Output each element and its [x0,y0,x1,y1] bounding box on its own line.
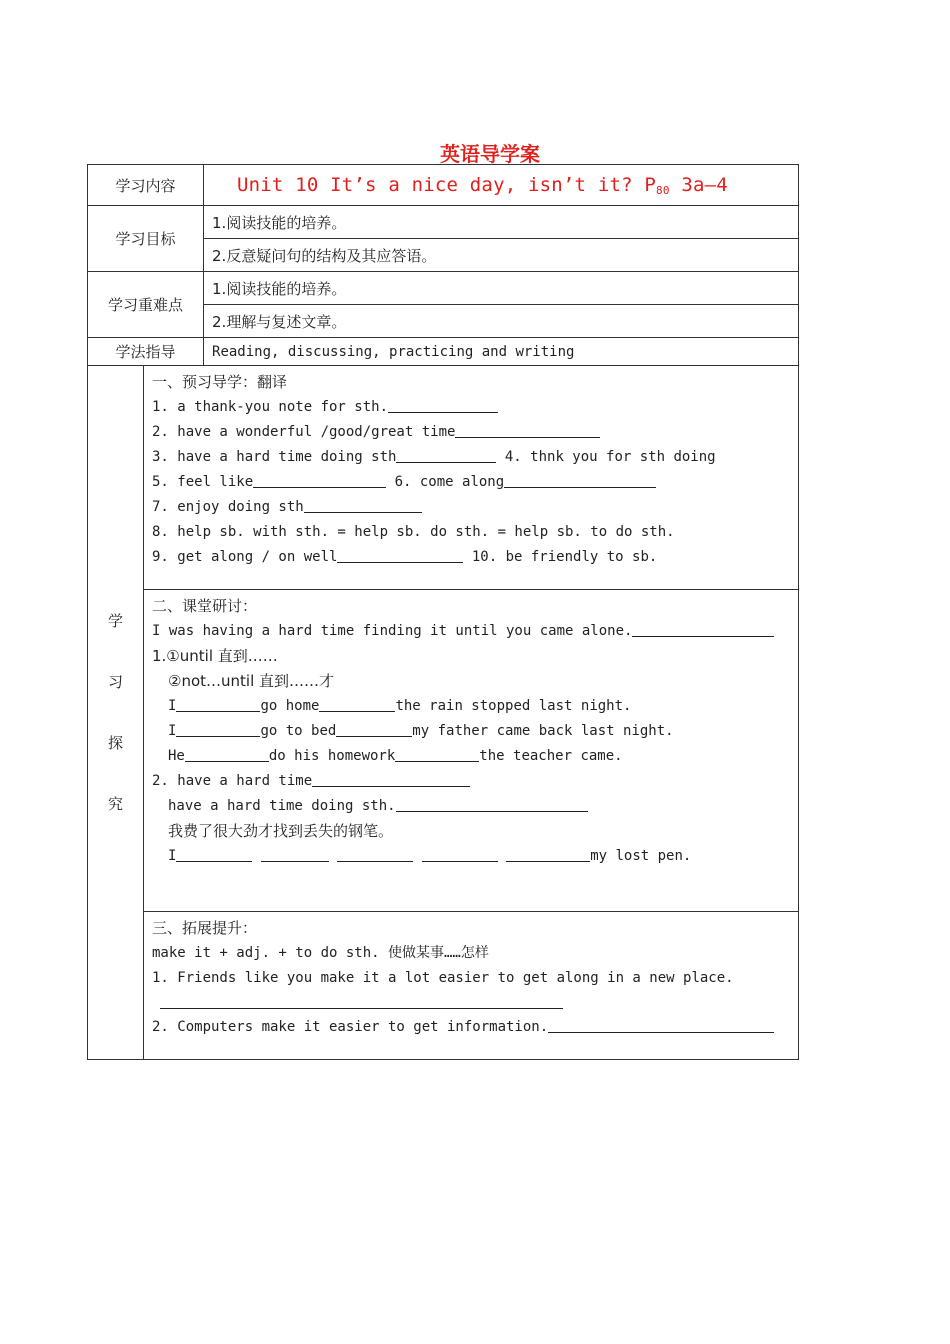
answer-blank[interactable] [396,796,588,812]
answer-blank[interactable] [455,422,600,438]
unit-page-sub: 80 [656,183,670,197]
answer-blank[interactable] [160,993,563,1009]
row-method [88,338,799,366]
vertical-char: 究 [107,794,123,813]
exercise-line: 7. enjoy doing sth [152,495,798,520]
exercise-line [152,991,798,1015]
exercise-line: 1. Friends like you make it a lot easier to get along in a new place. [152,970,734,986]
section-heading: 一、预习导学：翻译 [152,373,288,391]
key-2: 2.理解与复述文章。 [204,305,799,338]
exercise-line: 1. a thank-you note for sth. [152,395,798,420]
answer-blank[interactable] [176,721,260,737]
study-guide-table [87,164,799,1060]
vertical-label [88,366,144,1060]
answer-blank[interactable] [312,771,470,787]
answer-blank[interactable] [395,746,479,762]
section-discussion [144,590,799,912]
vertical-char: 习 [107,672,123,691]
answer-blank[interactable] [319,696,395,712]
answer-blank[interactable] [548,1017,774,1033]
content-label: 学习内容 [88,165,204,206]
method-label: 学法指导 [88,338,204,366]
answer-blank[interactable] [337,547,463,563]
exercise-line: I my lost pen. [168,848,692,864]
answer-blank[interactable] [388,397,498,413]
exercise-line: 3. have a hard time doing sth 4. thnk you for sth doing [152,449,716,465]
exercise-line: 2. Computers make it easier to get information. [152,1015,798,1040]
row-key-1 [88,272,799,305]
exercise-line: have a hard time doing sth. [152,794,798,819]
answer-blank[interactable] [504,472,656,488]
answer-blank[interactable] [304,497,422,513]
answer-blank[interactable] [396,447,496,463]
goal-label: 学习目标 [88,206,204,272]
method-text: Reading, discussing, practicing and writing [204,338,799,366]
exercise-line: 5. feel like 6. come along [152,470,798,495]
answer-blank[interactable] [253,472,386,488]
section-heading: 三、拓展提升： [152,919,258,937]
section-heading: 二、课堂研讨： [152,597,258,615]
vertical-char: 学 [107,611,123,630]
unit-tail: 3a—4 [669,173,728,196]
answer-blank[interactable] [422,846,498,862]
row-content [88,165,799,206]
answer-blank[interactable] [185,746,269,762]
exercise-line: I go home the rain stopped last night. [168,698,632,714]
exercise-line: 我费了很大劲才找到丢失的钢笔。 [168,822,394,840]
answer-blank[interactable] [336,721,412,737]
unit-main: Unit 10 It’s a nice day, isn’t it? P [237,173,657,196]
exercise-line: make it + adj. + to do sth. 使做某事……怎样 [152,945,489,961]
section-preview [144,366,799,590]
answer-blank[interactable] [337,846,413,862]
vertical-char: 探 [107,733,123,752]
document-title: 英语导学案 [440,142,540,166]
answer-blank[interactable] [632,621,774,637]
answer-blank[interactable] [176,696,260,712]
key-1: 1.阅读技能的培养。 [204,272,799,305]
exercise-line: 9. get along / on well 10. be friendly to sb. [152,549,658,565]
answer-blank[interactable] [506,846,590,862]
key-label: 学习重难点 [88,272,204,338]
exercise-line: 1.①until 直到…… [152,647,278,665]
answer-blank[interactable] [261,846,329,862]
exercise-line: I was having a hard time finding it until you came alone. [152,619,798,644]
row-goal-1 [88,206,799,239]
exercise-line: 8. help sb. with sth. = help sb. do sth. = help sb. to do sth. [152,524,675,540]
goal-1: 1.阅读技能的培养。 [204,206,799,239]
exercise-line: 2. have a hard time [152,769,798,794]
row-section-1 [88,366,799,590]
section-extension [144,912,799,1060]
goal-2: 2.反意疑问句的结构及其应答语。 [204,239,799,272]
unit-title [204,165,799,206]
exercise-line: 2. have a wonderful /good/great time [152,420,798,445]
exercise-line: ②not…until 直到……才 [168,672,335,690]
row-section-3 [88,912,799,1060]
row-section-2 [88,590,799,912]
exercise-line: I go to bed my father came back last night. [168,723,674,739]
exercise-line: He do his homework the teacher came. [168,748,623,764]
answer-blank[interactable] [176,846,252,862]
